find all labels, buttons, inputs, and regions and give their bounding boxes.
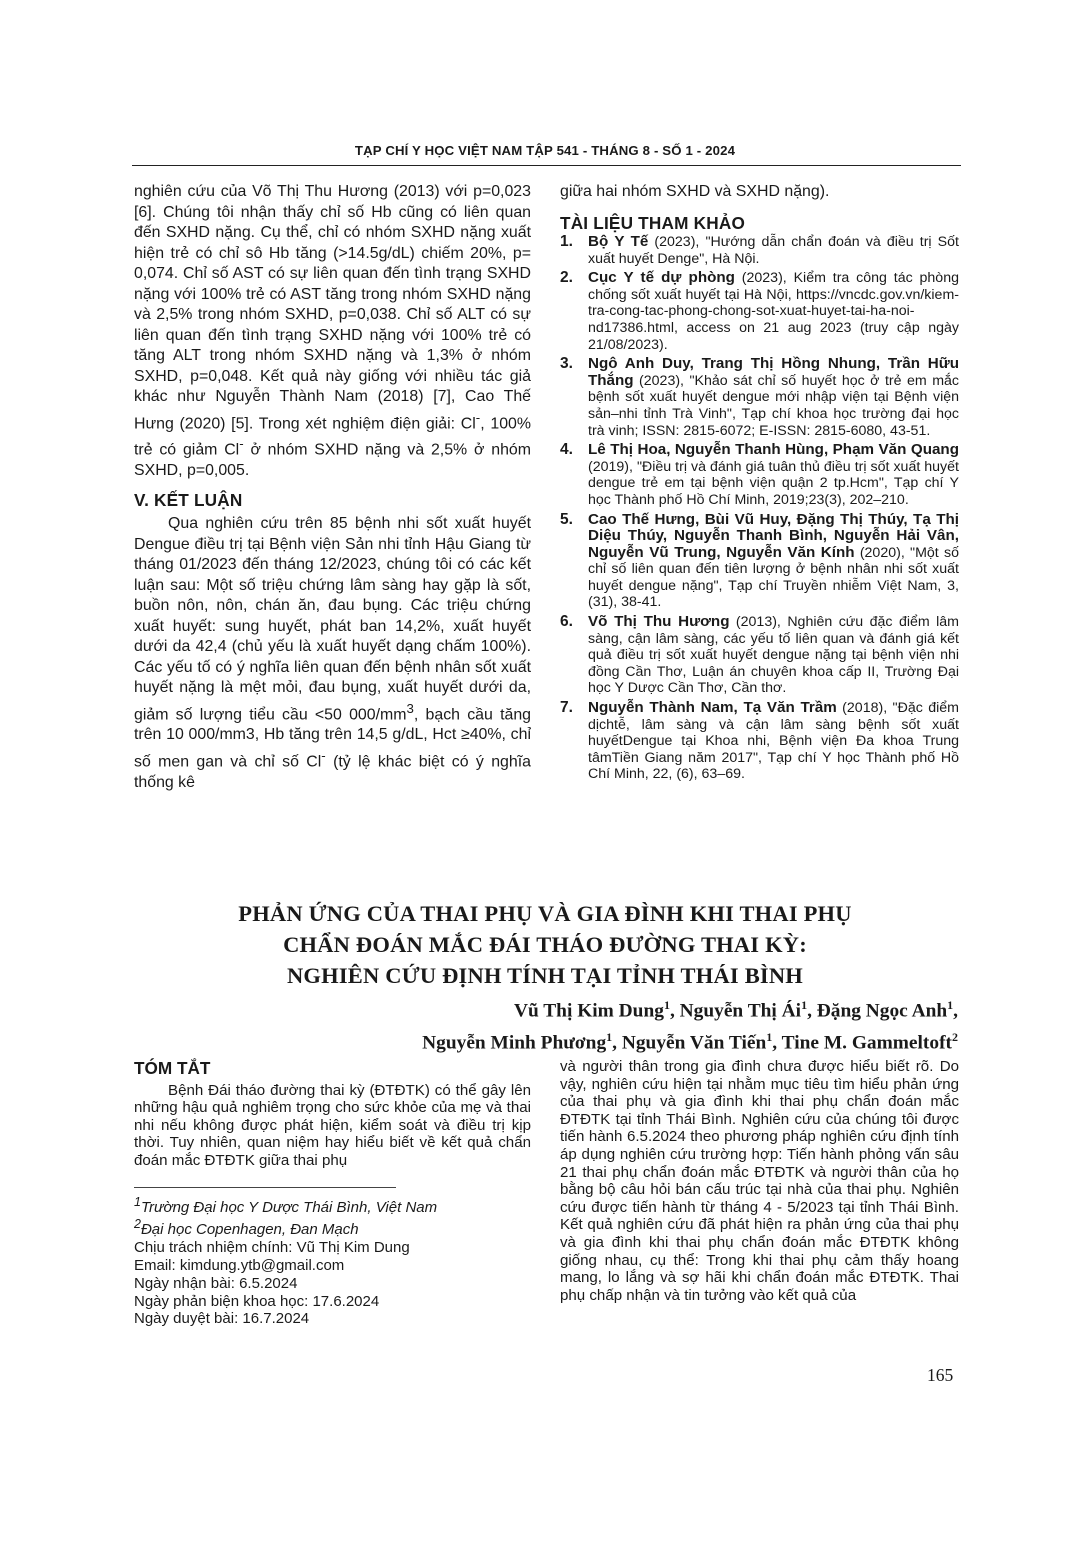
reference-item [560,442,959,508]
reference-number: 2. [560,269,573,287]
reference-body [588,442,959,508]
author-affiliation-mark: 1 [801,998,808,1012]
author-affiliation-mark: 2 [952,1030,958,1045]
author-list [422,992,958,1057]
reference-authors: Bộ Y Tế [588,233,649,250]
reviewed-date: Ngày phản biện khoa học: 17.6.2024 [134,1292,380,1310]
reference-body [588,700,959,783]
reference-authors: Võ Thị Thu Hương [588,613,730,631]
conclusion-continuation: giữa hai nhóm SXHD và SXHD nặng). [560,183,830,200]
article-title [0,898,1090,991]
reference-details: (2020), "Một số chỉ số liên quan đến tiên lượng ở bệnh nhân nhi sốt xuất huyết dengue nặng", Tạp chí Truyền nhiễm Việt Nam, 3, (31), 38-41. [588,544,959,611]
reference-body [588,356,959,439]
author-affiliation-mark: 1 [663,998,670,1012]
footnote-mark: 2 [134,1217,141,1232]
reference-details: (2023), "Khảo sát chỉ số huyết học ở trẻ em mắc bệnh sốt xuất huyết dengue mới nhập viện tại Bệnh viện sản–nhi tỉnh Trà Vinh", Tạp chí khoa học trường đại học trà vinh; ISSN: 2815-6072; E-ISSN: 2815-6080, 43-51. [588,372,959,439]
author-affiliation-mark: 1 [606,1030,613,1045]
title-line: NGHIÊN CỨU ĐỊNH TÍNH TẠI TỈNH THÁI BÌNH [286,963,804,988]
author-line: Vũ Thị Kim Dung$^1$, Nguyễn Thị $Ái^1$, Đặng Ngọc Anh$^1$, [513,998,958,1022]
reference-item [560,356,959,439]
author-name: Vũ Thị Kim Dung [513,1000,664,1022]
reference-item [560,512,959,612]
author-line: Nguyễn Minh Phương$^1$, Nguyễn Văn Tiến$^1$, Tine M. Gammeltoft$^2$ [422,1030,958,1054]
right-column-bottom [560,1058,959,1304]
references-heading: TÀI LIỆU THAM KHẢO [560,212,746,233]
reference-authors: Cao Thế Hưng, Bùi Vũ Huy, Đặng Thị Thúy, Tạ Thị Diệu Thúy, Nguyễn Thanh Bình, Nguyễn Hải Vân, Nguyễn Vũ Trung, Nguyễn Văn Kính [588,510,959,561]
abstract-text-right: và người thân trong gia đình chưa được hiểu biết rõ. Do vậy, nghiên cứu hiện tại nhằm mục tiêu tìm hiểu phản ứng của thai phụ và gia đình khi thai phụ chẩn đoán mắc ĐTĐTK tại tỉnh Thái Bình. Nghiên cứu của chúng tôi được tiến hành 6.5.2024 theo phương pháp nghiên cứu định tính áp dụng nghiên cứu trường hợp: Tiến hành phỏng vấn sâu 21 thai phụ chẩn đoán mắc ĐTĐTK và người thân của họ bằng bộ câu hỏi bán cấu trúc tại nhà của thai phụ. Nghiên cứu được tiến hành từ tháng 4 - 5/2023 tại tỉnh Thái Bình. Kết quả nghiên cứu đã phát hiện ra phản ứng của thai phụ và gia đình khi thai phụ chẩn đoán mắc ĐTĐTK không giống nhau, cụ thể: Trong khi thai phụ cảm thấy hoang mang, lo lắng và sợ hãi khi chẩn đoán mắc ĐTĐTK. Thai phụ chấp nhận và tin tưởng vào kết quả của [560,1058,959,1304]
discussion-text: nghiên cứu của Võ Thị Thu Hương (2013) với p=0,023 [6]. Chúng tôi nhận thấy chỉ số Hb cũng có liên quan đến SXHD nặng. Cụ thể, chỉ có nhóm SXHD nặng xuất hiện trẻ có chỉ sô Hb tăng (>14.5g/dL) chiếm 20%, p= 0,074. Chỉ số AST có sự liên quan đến tình trạng SXHD nặng với 100% trẻ có AST tăng trong nhóm SXHD nặng và 2,5% trong nhóm SXHD, p=0,038. Chỉ số ALT có sự liên quan đến tình trạng SXHD nặng với 100% trẻ có tăng ALT trong nhóm SXHD nặng và 1,3% ở nhóm SXHD, p=0,048. Kết quả này giống với nhiều tác giả khác như Nguyễn Thành Nam (2018) [7], Cao Thế Hưng (2020) [5]. [134,183,531,432]
reference-item [560,614,959,697]
discussion-paragraph [134,182,531,482]
reference-authors: Lê Thị Hoa, Nguyễn Thanh Hùng, Phạm Văn Quang [588,441,959,459]
corresponding-author: Chịu trách nhiệm chính: Vũ Thị Kim Dung [134,1239,410,1257]
reference-number: 4. [560,441,573,459]
reference-item [560,234,959,267]
superscript: - [321,747,326,763]
abstract-text-left: Bệnh Đái tháo đường thai kỳ (ĐTĐTK) có thể gây lên những hậu quả nghiêm trọng cho sức khỏe của mẹ và thai nhi nếu không được phát hiện, kiểm soát và điều trị kịp thời. Tuy nhiên, quan niệm hay hiểu biết về kết quả chẩn đoán mắc ĐTĐTK giữa thai phụ [134,1081,531,1169]
left-column-bottom [134,1058,531,1328]
conclusion-paragraph [134,514,531,793]
reference-details: (2013), Nghiên cứu đặc điểm lâm sàng, cận lâm sàng, các yếu tố liên quan và đánh giá kết quả điều trị sốt xuất huyết dengue nặng tại bệnh viện nhi đồng Cần Thơ, Luận án chuyên khoa cấp II, Trường Đại học Y Dược Cần Thơ, Cần thơ. [588,614,959,697]
conclusion-text: Qua nghiên cứu trên 85 bệnh nhi sốt xuất huyết Dengue điều trị tại Bệnh viện Sản nhi tỉnh Hậu Giang từ tháng 01/2023 đến tháng 12/2023, chúng tôi có các kết luận sau: Một số triệu chứng lâm sàng hay gặp là sốt, buồn nôn, nôn, chán ăn, đau bụng. Các triệu chứng xuất huyết: sung huyết, phát ban 14,2%, xuất huyết dưới da 42,4 (chủ yếu là xuất huyết dạng chấm 100%). Các yếu tố có ý nghĩa liên quan đến bệnh nhân sốt xuất huyết nặng là mệt mỏi, đau bụng, xuất huyết dưới da, giảm số lượng tiểu cầu <50 000/mm [134,515,531,723]
reference-number: 6. [560,613,573,631]
header-rule [132,165,961,166]
reference-body [588,512,959,612]
page-number: 165 [927,1365,954,1385]
reference-list [560,234,959,783]
electrolyte-text: , 100% trẻ có giảm Cl [134,414,532,459]
reference-number: 1. [560,233,573,250]
received-date: Ngày nhận bài: 6.5.2024 [134,1274,298,1292]
reference-authors: Ngô Anh Duy, Trang Thị Hồng Nhung, Trần Hữu Thắng [588,355,959,389]
author-name: Tine M. Gammeltoft [781,1032,952,1054]
footnote-rule [134,1187,396,1188]
reference-body [588,234,959,267]
author-affiliation-mark: 1 [947,998,954,1012]
footnotes [134,1194,531,1329]
running-header: TẠP CHÍ Y HỌC VIỆT NAM TẬP 541 - THÁNG 8 - SỐ 1 - 2024 [354,143,736,158]
reference-number: 3. [560,355,573,373]
affiliation-2 [134,1216,531,1239]
superscript: - [475,409,481,425]
superscript: 3 [406,700,414,716]
author-affiliation-mark: 1 [766,1030,773,1045]
conclusion-heading: V. KẾT LUẬN [134,489,243,510]
title-line: CHẨN ĐOÁN MẮC ĐÁI THÁO ĐƯỜNG THAI KỲ: [283,932,807,957]
reference-authors: Cục Y tế dự phòng [588,269,735,287]
reference-authors: Nguyễn Thành Nam, Tạ Văn Trầm [588,699,837,717]
reference-details: (2023), Kiểm tra công tác phòng chống sốt xuất huyết tại Hà Nội, https://vncdc.gov.vn/kiem-tra-cong-tac-phong-chong-sot-xuat-huyet-tai-ha-noi-nd17386.html, access on 21 aug 2023 (truy cập ngày 21/08/2023). [588,270,959,353]
author-name: Nguyễn Thị Ái [679,1000,802,1022]
author-name: Nguyễn Minh Phương [422,1032,607,1054]
left-column-top [134,182,531,793]
reference-details: (2018), "Đặc điểm dịchtễ, lâm sàng và cận lâm sàng bệnh sốt xuất huyếtDengue tại Khoa nhi, Bệnh viện Đa khoa Trung tâmTiền Giang năm 2017", Tạp chí Y học Thành phố Hồ Chí Minh, 22, (6), 63–69. [588,700,959,783]
right-column-top [560,182,959,786]
accepted-date: Ngày duyệt bài: 16.7.2024 [134,1310,310,1328]
reference-item [560,700,959,783]
electrolyte-text: ở nhóm SXHD nặng và 2,5% ở nhóm SXHD, p=0,005. [134,441,531,480]
reference-item [560,270,959,353]
email-line: Email: kimdung.ytb@gmail.com [134,1256,345,1274]
electrolyte-text: Trong xét nghiệm điện giải: Cl [258,414,476,432]
conclusion-text: (tỷ lệ khác biệt có ý nghĩa thống kê [134,753,531,791]
reference-number: 7. [560,699,573,717]
reference-details: (2019), "Điều trị và đánh giá tuân thủ điều trị sốt xuất huyết dengue trẻ em tại bệnh viện quận 2 tp.Hcm", Tạp chí Y học Thành phố Hồ Chí Minh, 2019;23(3), 202–210. [588,458,959,508]
author-name: Nguyễn Văn Tiến [621,1032,767,1054]
affiliation-text: Trường Đại học Y Dược Thái Bình, Việt Nam [140,1198,438,1216]
abstract-heading: TÓM TẮT [134,1058,211,1078]
superscript: - [239,436,244,452]
conclusion-text: , bạch cầu tăng trên 10 000/mm3, Hb tăng trên 14,5 g/dL, Hct ≥40%, chỉ số men gan và chỉ số Cl [134,705,531,771]
author-name: Đặng Ngọc Anh [816,1000,948,1022]
affiliation-text: Đại học Copenhagen, Đan Mạch [140,1221,359,1239]
reference-number: 5. [560,510,573,528]
title-line: PHẢN ỨNG CỦA THAI PHỤ VÀ GIA ĐÌNH KHI THAI PHỤ [238,901,852,926]
footnote-mark: 1 [134,1194,141,1209]
affiliation-1 [134,1194,531,1217]
reference-details: (2023), "Hướng dẫn chẩn đoán và điều trị Sốt xuất huyết Denge", Hà Nội. [588,234,959,267]
reference-body [588,614,959,697]
reference-body [588,270,959,353]
